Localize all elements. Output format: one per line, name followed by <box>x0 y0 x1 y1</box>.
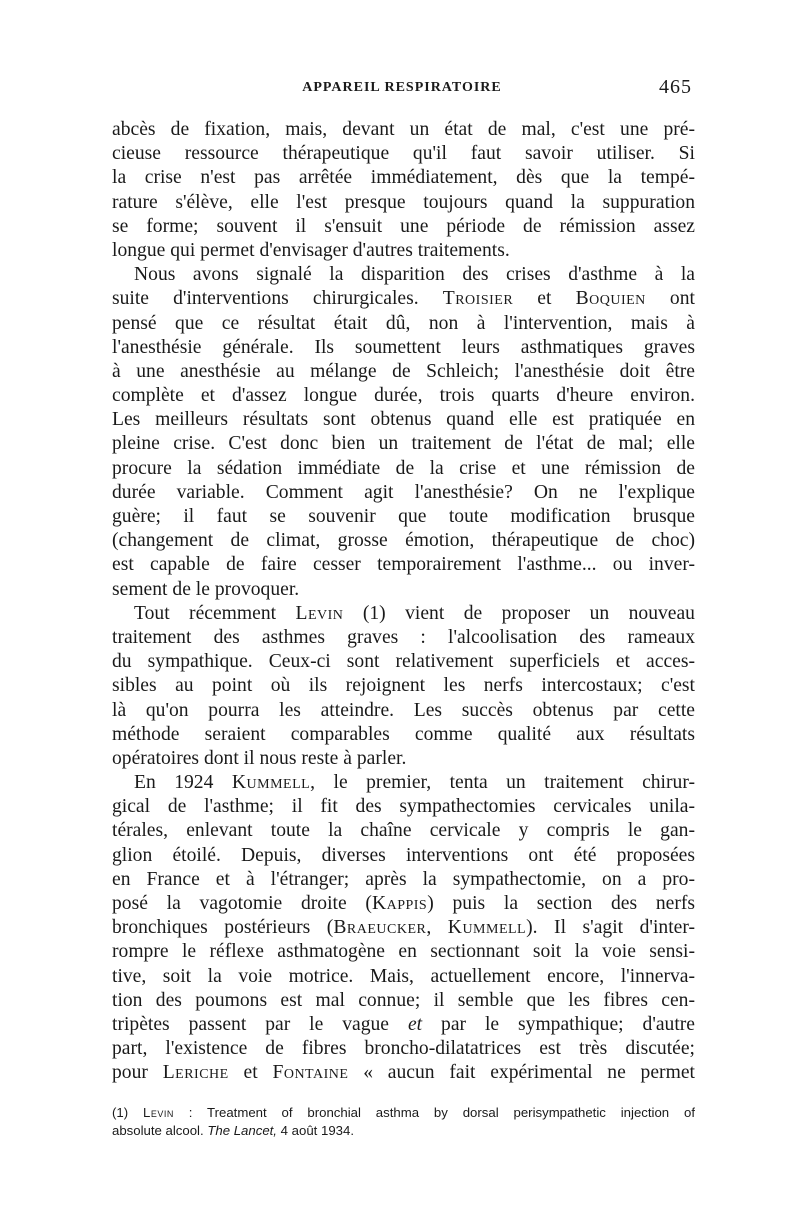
page-number: 465 <box>659 76 692 98</box>
line-fragment: par le sympathique; d'autre <box>441 1013 695 1035</box>
footnote-journal: The Lancet, <box>207 1123 277 1138</box>
text-line: guère; il faut se souvenir que toute modification brusque <box>112 506 695 527</box>
author-name-kummell-2: Kummell <box>447 917 527 939</box>
text-line: la crise n'est pas arrêtée immédiatement, dès que la tempé- <box>112 167 695 189</box>
line-fragment: En 1924 <box>134 772 214 794</box>
text-line: l'anesthésie générale. Ils soumettent leurs asthmatiques graves <box>112 336 695 358</box>
line-fragment: , <box>426 917 432 939</box>
author-name-fontaine: Fontaine <box>272 1062 349 1084</box>
text-line: à une anesthésie au mélange de Schleich; l'anesthésie doit être <box>112 360 695 382</box>
text-line <box>112 916 695 940</box>
text-line: Nous avons signalé la disparition des crises d'asthme à la <box>134 264 695 286</box>
text-line: longue qui permet d'envisager d'autres traitements. <box>112 239 510 261</box>
text-line <box>112 287 695 311</box>
line-fragment: posé la vagotomie droite ( <box>112 893 372 914</box>
text-line: traitement des asthmes graves : l'alcoolisation des rameaux <box>112 626 695 648</box>
author-name-levin: Levin <box>295 602 344 624</box>
text-line: Les meilleurs résultats sont obtenus quand elle est pratiquée en <box>112 409 695 431</box>
line-fragment-italic: et <box>407 1013 423 1035</box>
footnote-author: Levin <box>143 1105 174 1120</box>
text-line: là qu'on pourra les atteindre. Les succès obtenus par cette <box>112 699 695 721</box>
line-fragment: ont <box>669 288 695 310</box>
text-line <box>112 1013 695 1037</box>
text-line: part, l'existence de fibres broncho-dilatatrices est très discutée; <box>112 1038 695 1060</box>
author-name-kappis: Kappis <box>371 893 428 914</box>
author-name-kummell: Kummell <box>231 772 311 794</box>
text-line: pleine crise. C'est donc bien un traitement de l'état de mal; elle <box>112 433 695 455</box>
text-line: sement de le provoquer. <box>112 578 300 600</box>
line-fragment: tripètes passent par le vague <box>112 1013 389 1035</box>
text-line: durée variable. Comment agit l'anesthésie? On ne l'explique <box>112 481 695 503</box>
line-fragment: ) puis la section des nerfs <box>427 893 695 914</box>
text-line: abcès de fixation, mais, devant un état de mal, c'est une pré- <box>112 119 695 140</box>
author-name-leriche: Leriche <box>162 1062 229 1084</box>
text-line: opératoires dont il nous reste à parler. <box>112 747 407 769</box>
line-fragment: « aucun fait expérimental ne permet <box>363 1062 695 1084</box>
footnote-text: absolute alcool. <box>112 1123 204 1138</box>
text-line <box>112 771 695 795</box>
text-line: glion étoilé. Depuis, diverses interventions ont été proposées <box>112 844 695 866</box>
text-line: est capable de faire cesser temporairement l'asthme... ou inver- <box>112 554 695 576</box>
line-fragment: suite d'interventions chirurgicales. <box>112 288 419 310</box>
text-line: pensé que ce résultat était dû, non à l'intervention, mais à <box>112 312 695 334</box>
line-fragment: ). Il s'agit d'inter- <box>526 917 695 939</box>
text-line <box>112 602 695 626</box>
text-line: cieuse ressource thérapeutique qu'il faut savoir utiliser. Si <box>112 143 695 165</box>
text-line: gical de l'asthme; il fit des sympathectomies cervicales unila- <box>112 796 695 818</box>
running-title: APPAREIL RESPIRATOIRE <box>302 80 502 95</box>
text-line: méthode seraient comparables comme qualité aux résultats <box>112 723 695 745</box>
footnote-text: : Treatment of bronchial asthma by dorsal perisympathetic injection of <box>188 1105 695 1120</box>
page-header <box>112 78 692 98</box>
footnote-date: 4 août 1934. <box>280 1123 354 1138</box>
text-line: se forme; souvent il s'ensuit une période de rémission assez <box>112 215 695 237</box>
text-line <box>112 1061 695 1085</box>
text-line: tive, soit la voie motrice. Mais, actuellement encore, l'innerva- <box>112 965 695 987</box>
text-line: procure la sédation immédiate de la crise et une rémission de <box>112 457 695 479</box>
line-fragment: et <box>537 288 552 310</box>
text-line <box>112 892 695 916</box>
footnote-line <box>112 1122 695 1140</box>
text-line: tion des poumons est mal connue; il semble que les fibres cen- <box>112 989 695 1011</box>
author-name-boquien: Boquien <box>575 288 646 310</box>
text-line: rompre le réflexe asthmatogène en sectionnant soit la voie sensi- <box>112 941 695 963</box>
text-line: du sympathique. Ceux-ci sont relativement superficiels et acces- <box>112 651 695 673</box>
body-text <box>112 118 695 1086</box>
line-fragment: , le premier, tenta un traitement chirur- <box>310 772 695 794</box>
footnote-line <box>112 1104 695 1122</box>
author-name-troisier: Troisier <box>442 288 514 310</box>
line-fragment: Tout récemment <box>134 602 277 624</box>
line-fragment: et <box>243 1062 258 1084</box>
text-line: rature s'élève, elle l'est presque toujours quand la suppuration <box>112 191 695 213</box>
text-line: sibles au point où ils rejoignent les nerfs intercostaux; c'est <box>112 675 695 697</box>
line-fragment: bronchiques postérieurs ( <box>112 917 334 939</box>
text-line: complète et d'assez longue durée, trois quarts d'heure environ. <box>112 385 695 407</box>
line-fragment: pour <box>112 1062 148 1084</box>
text-line: térales, enlevant toute la chaîne cervicale y compris le gan- <box>112 820 695 842</box>
line-fragment: (1) vient de proposer un nouveau <box>362 602 695 624</box>
author-name-braeucker: Braeucker <box>333 917 427 939</box>
footnote-marker: (1) <box>112 1105 129 1120</box>
footnote <box>112 1104 695 1140</box>
text-line: (changement de climat, grosse émotion, thérapeutique de choc) <box>112 530 695 552</box>
text-line: en France et à l'étranger; après la sympathectomie, on a pro- <box>112 868 695 890</box>
